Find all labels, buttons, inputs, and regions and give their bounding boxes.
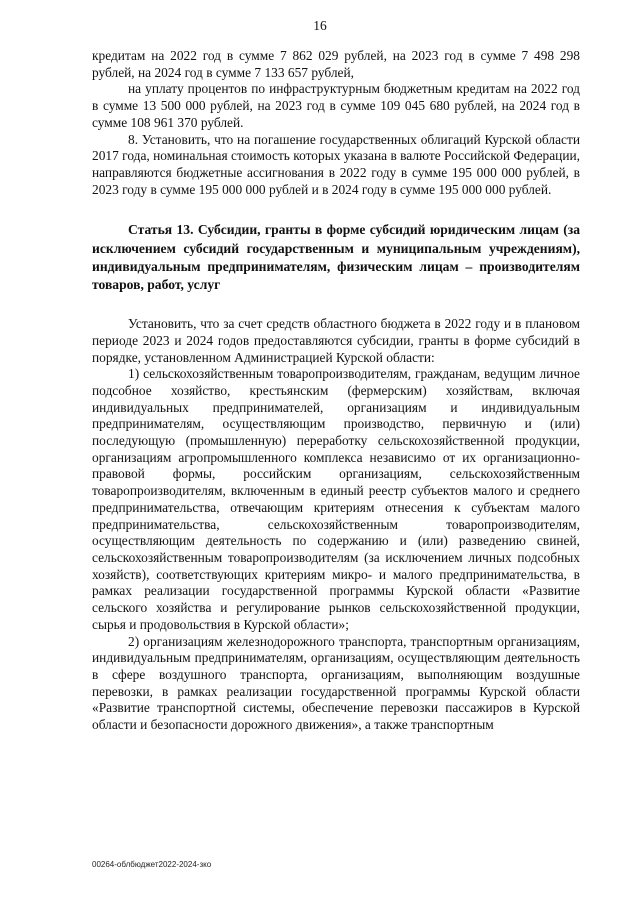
paragraph-item-2-transport: 2) организациям железнодорожного транспорта, транспортным организациям, индивидуальным предпринимателям, организациям, осуществляющим деятельность в сфере воздушного транспорта, организациям, выполняющим воздушные перевозки, в рамках реализации государственной программы Курской области «Развитие транспортной системы, обеспечение перевозки пассажиров в Курской области и безопасности дорожного движения», а также транспортным <box>92 633 580 733</box>
article-13-heading: Статья 13. Субсидии, гранты в форме субсидий юридическим лицам (за исключением субсидий государственным и муниципальным учреждениям), индивидуальным предпринимателям, физическим лицам – производителям товаров, работ, услуг <box>92 222 580 292</box>
document-body <box>92 48 580 734</box>
paragraph-bond-repayment: 8. Установить, что на погашение государственных облигаций Курской области 2017 года, номинальная стоимость которых указана в валюте Российской Федерации, направляются бюджетные ассигнования в 2022 году в сумме 195 000 000 рублей, в 2023 году в сумме 195 000 000 рублей и в 2024 году в сумме 195 000 000 рублей. <box>92 131 580 197</box>
document-footer-code: 00264-облбюджет2022-2024-зко <box>92 860 212 869</box>
paragraph-interest-payments: на уплату процентов по инфраструктурным бюджетным кредитам на 2022 год в сумме 13 500 000 рублей, на 2023 год в сумме 109 045 680 рублей, на 2024 год в сумме 108 961 370 рублей. <box>92 81 580 130</box>
paragraph-subsidies-intro: Установить, что за счет средств областного бюджета в 2022 году и в плановом периоде 2023 и 2024 годов предоставляются субсидии, гранты в форме субсидий в порядке, установленном Администрацией Курской области: <box>92 316 580 365</box>
paragraph-loan-continuation: кредитам на 2022 год в сумме 7 862 029 рублей, на 2023 год в сумме 7 498 298 рублей, на 2024 год в сумме 7 133 657 рублей, <box>92 48 580 80</box>
page-number: 16 <box>313 18 327 33</box>
paragraph-item-1-agriculture: 1) сельскохозяйственным товаропроизводителям, гражданам, ведущим личное подсобное хозяйство, крестьянским (фермерским) хозяйствам, включая индивидуальных предпринимателей, организациям и индивидуальным предпринимателям, осуществляющим производство, первичную и (или) последующую (промышленную) переработку сельскохозяйственной продукции, организациям агропромышленного комплекса независимо от их организационно-правовой формы, российским организациям, сельскохозяйственным товаропроизводителям, включенным в единый реестр субъектов малого и среднего предпринимательства, отвечающим критериям отнесения к субъектам малого предпринимательства, сельскохозяйственным товаропроизводителям, осуществляющим деятельность по содержанию и (или) разведению свиней, сельскохозяйственным товаропроизводителям (за исключением личных подсобных хозяйств), соответствующих критериям микро- и малого предпринимательства, в рамках реализации государственной программы Курской области «Развитие сельского хозяйства и регулирование рынков сельскохозяйственной продукции, сырья и продовольствия в Курской области»; <box>92 366 580 632</box>
